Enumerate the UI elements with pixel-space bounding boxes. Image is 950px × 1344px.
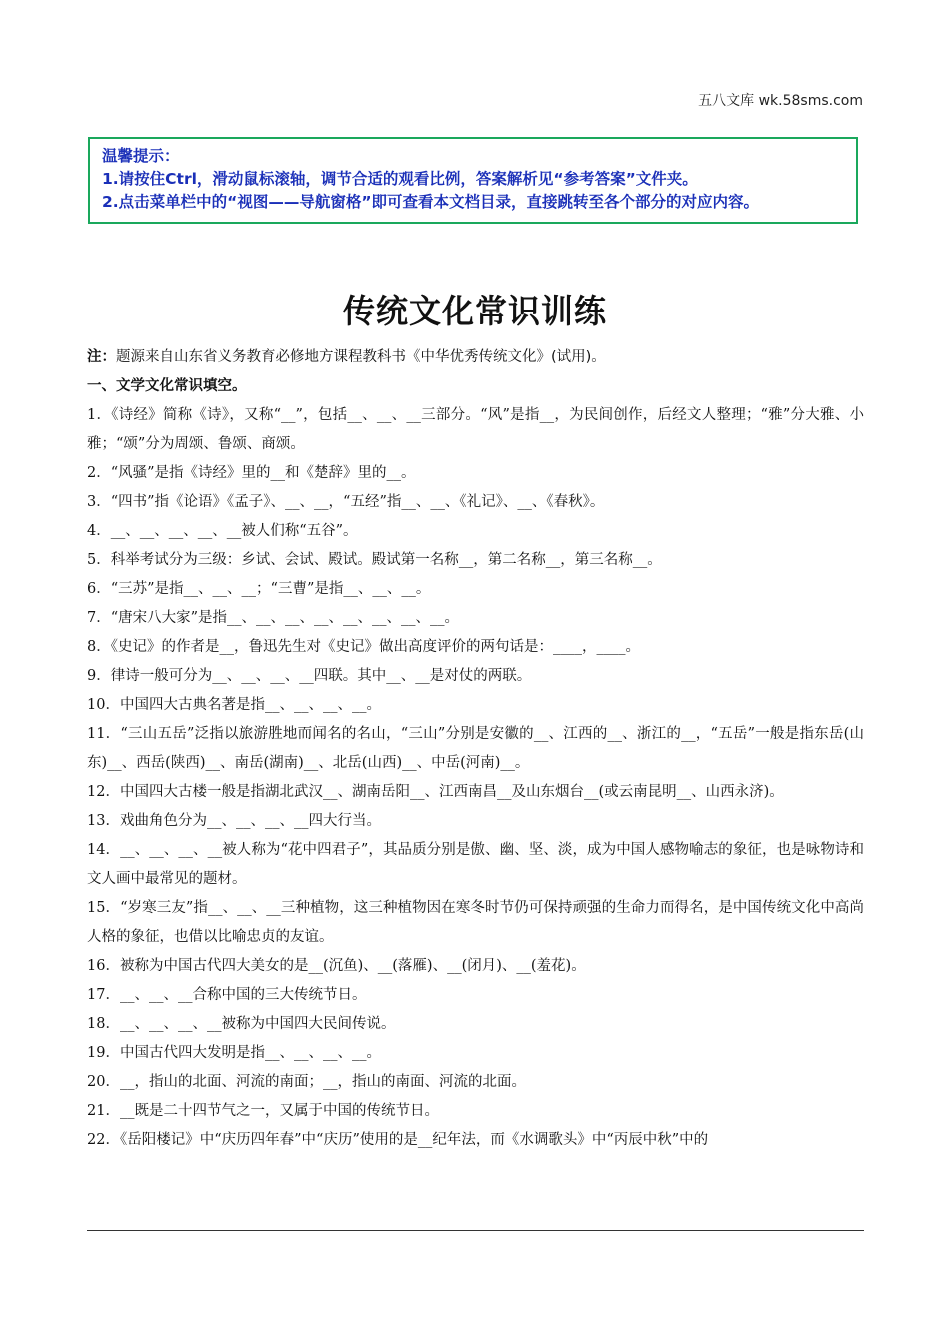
tip-box	[88, 137, 858, 224]
section-heading: 一、文学文化常识填空。	[87, 378, 247, 394]
question-item: 15．“岁寒三友”指__、__、__三种植物，这三种植物因在寒冬时节仍可保持顽强的生命力而得名，是中国传统文化中高尚人格的象征，也借以比喻忠贞的友谊。	[87, 900, 864, 945]
question-item: 13．戏曲角色分为__、__、__、__四大行当。	[87, 813, 381, 829]
question-item: 16．被称为中国古代四大美女的是__(沉鱼)、__(落雁)、__(闭月)、__(羞花)。	[87, 958, 586, 974]
tip-heading: 温馨提示：	[102, 147, 180, 165]
question-item: 22．《岳阳楼记》中“庆历四年春”中“庆历”使用的是__纪年法，而《水调歌头》中“丙辰中秋”中的	[87, 1132, 709, 1148]
question-item: 6．“三苏”是指__、__、__；“三曹”是指__、__、__。	[87, 581, 431, 597]
footer-divider	[87, 1230, 864, 1231]
question-item: 18．__、__、__、__被称为中国四大民间传说。	[87, 1016, 396, 1032]
note-label: 注：	[87, 349, 116, 365]
question-item: 14．__、__、__、__被人称为“花中四君子”，其品质分别是傲、幽、坚、淡，成为中国人感物喻志的象征，也是咏物诗和文人画中最常见的题材。	[87, 842, 864, 887]
question-item: 1．《诗经》简称《诗》，又称“__”，包括__、__、__三部分。“风”是指__，为民间创作，后经文人整理；“雅”分大雅、小雅；“颂”分为周颂、鲁颂、商颂。	[87, 407, 864, 452]
tip-line-2: 2.点击菜单栏中的“视图——导航窗格”即可查看本文档目录，直接跳转至各个部分的对应内容。	[102, 193, 760, 211]
question-item: 9．律诗一般可分为__、__、__、__四联。其中__、__是对仗的两联。	[87, 668, 532, 684]
question-item: 3．“四书”指《论语》《孟子》、__、__，“五经”指__、__、《礼记》、__、《春秋》。	[87, 494, 605, 510]
question-item: 12．中国四大古楼一般是指湖北武汉__、湖南岳阳__、江西南昌__及山东烟台__(或云南昆明__、山西永济)。	[87, 784, 784, 800]
question-item: 8．《史记》的作者是__，鲁迅先生对《史记》做出高度评价的两句话是：____，____。	[87, 639, 640, 655]
document-body	[87, 343, 864, 1155]
question-item: 4．__、__、__、__、__被人们称“五谷”。	[87, 523, 358, 539]
tip-line-1: 1.请按住Ctrl，滑动鼠标滚轴，调节合适的观看比例，答案解析见“参考答案”文件夹。	[102, 170, 698, 188]
question-item: 19．中国古代四大发明是指__、__、__、__。	[87, 1045, 381, 1061]
question-item: 2．“风骚”是指《诗经》里的__和《楚辞》里的__。	[87, 465, 416, 481]
question-item: 21．__既是二十四节气之一，又属于中国的传统节日。	[87, 1103, 439, 1119]
question-item: 20．__，指山的北面、河流的南面；__，指山的南面、河流的北面。	[87, 1074, 526, 1090]
question-item: 5．科举考试分为三级：乡试、会试、殿试。殿试第一名称__，第二名称__，第三名称__。	[87, 552, 662, 568]
page-title: 传统文化常识训练	[342, 292, 607, 330]
site-watermark: 五八文库 wk.58sms.com	[698, 93, 863, 109]
question-item: 11．“三山五岳”泛指以旅游胜地而闻名的名山，“三山”分别是安徽的__、江西的__、浙江的__，“五岳”一般是指东岳(山东)__、西岳(陕西)__、南岳(湖南)__、北岳(山西)__、中岳(河南)__。	[87, 726, 864, 771]
source-note	[87, 343, 864, 372]
question-item: 10．中国四大古典名著是指__、__、__、__。	[87, 697, 381, 713]
question-item: 17．__、__、__合称中国的三大传统节日。	[87, 987, 367, 1003]
question-item: 7．“唐宋八大家”是指__、__、__、__、__、__、__、__。	[87, 610, 460, 626]
note-text: 题源来自山东省义务教育必修地方课程教科书《中华优秀传统文化》(试用)。	[116, 349, 606, 365]
